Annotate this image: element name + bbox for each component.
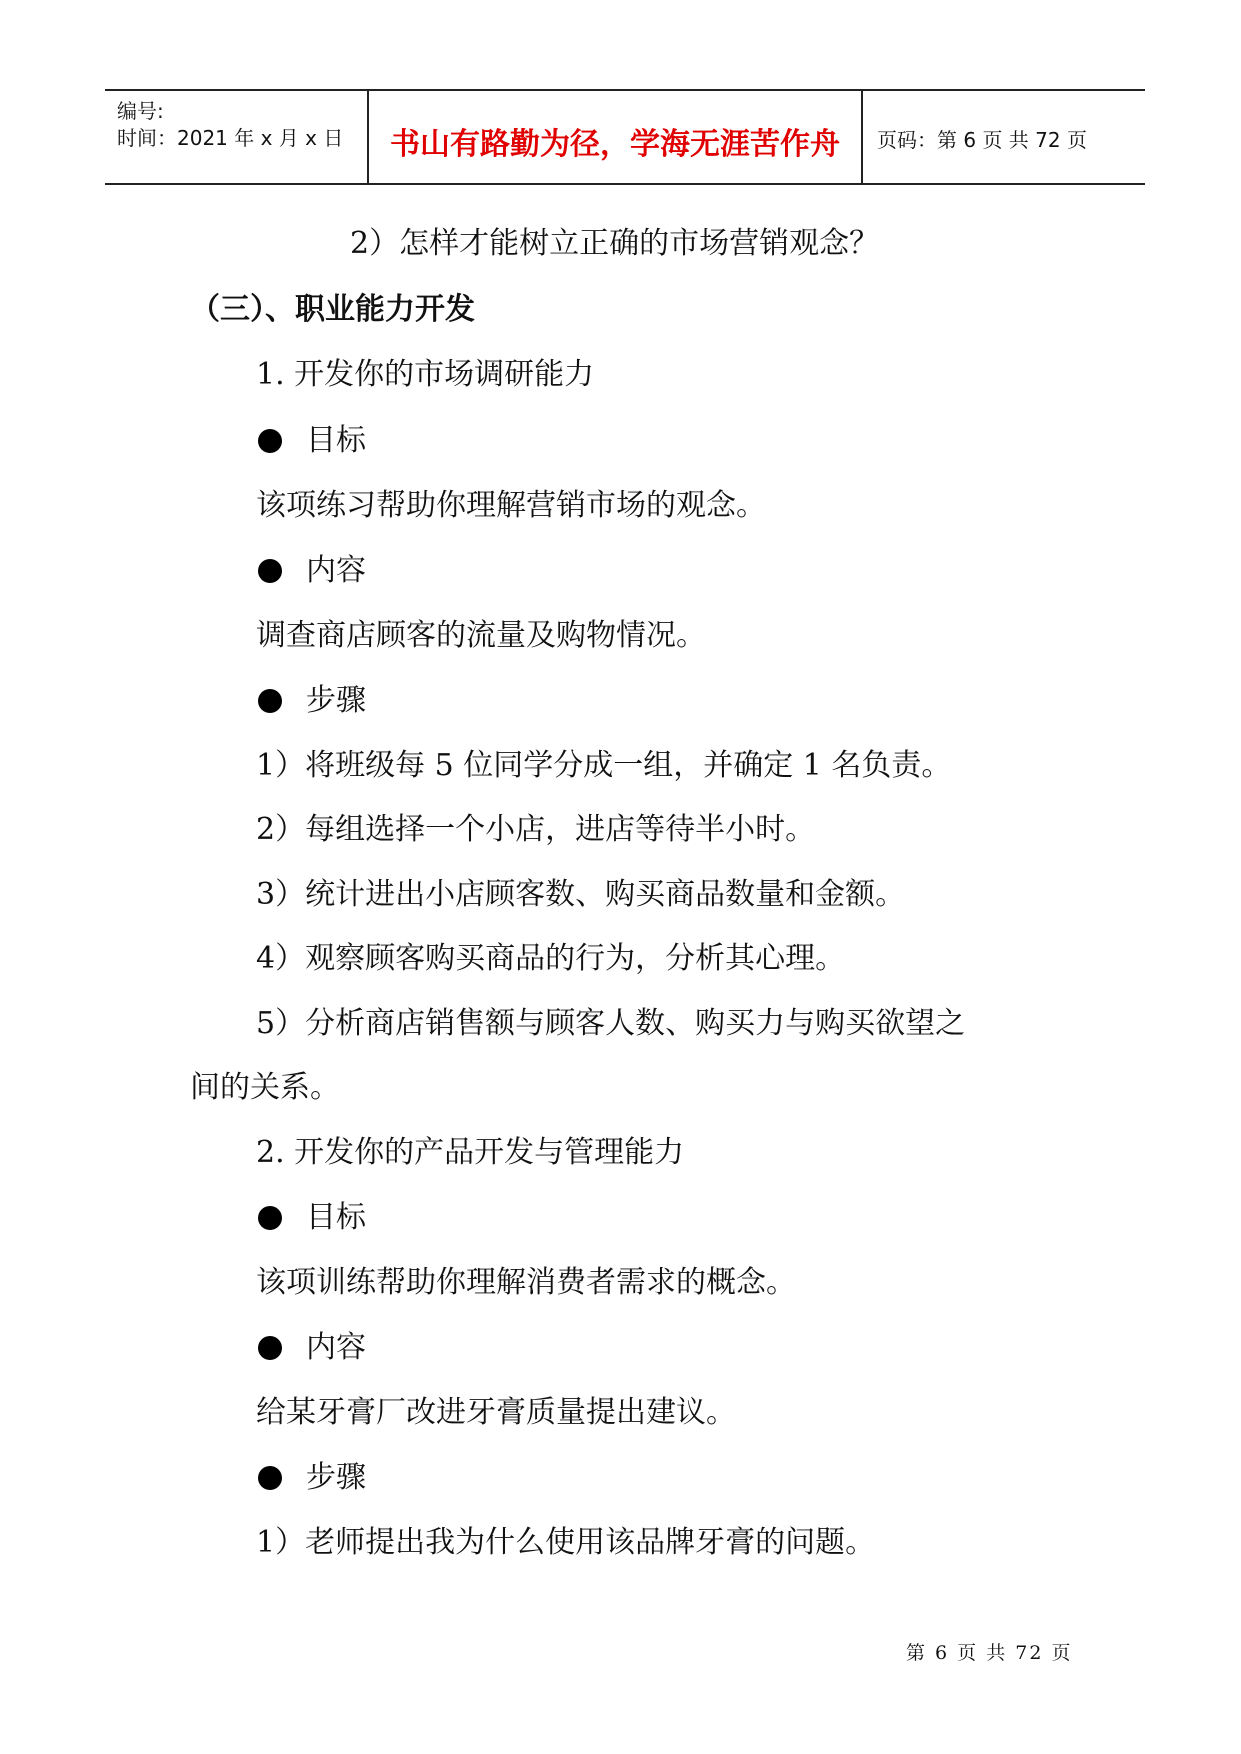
steps-label: 步骤 bbox=[306, 1460, 366, 1495]
question-2: 2）怎样才能树立正确的市场营销观念？ bbox=[350, 226, 880, 261]
goal-label: 目标 bbox=[306, 1200, 366, 1235]
document-time-label: 时间：2021 年 x 月 x 日 bbox=[117, 126, 344, 150]
step-2: 2）每组选择一个小店，进店等待半小时。 bbox=[256, 812, 816, 847]
footer-page-number: 第 6 页 共 72 页 bbox=[906, 1642, 1073, 1664]
bullet-icon bbox=[258, 429, 282, 453]
bullet-icon bbox=[258, 1206, 282, 1230]
item-2-heading: 2. 开发你的产品开发与管理能力 bbox=[256, 1135, 685, 1170]
header-motto: 书山有路勤为径，学海无涯苦作舟 bbox=[390, 127, 840, 162]
header-page-cell bbox=[863, 91, 1143, 183]
bullet-icon bbox=[258, 689, 282, 713]
bullet-icon bbox=[258, 1466, 282, 1490]
step-5-line-1: 5）分析商店销售额与顾客人数、购买力与购买欲望之 bbox=[256, 1006, 966, 1041]
item-1-heading: 1. 开发你的市场调研能力 bbox=[256, 357, 595, 392]
step-5-line-2: 间的关系。 bbox=[190, 1070, 340, 1105]
content-text: 给某牙膏厂改进牙膏质量提出建议。 bbox=[256, 1395, 736, 1430]
header-page-label: 页码：第 6 页 共 72 页 bbox=[877, 128, 1087, 152]
goal-label: 目标 bbox=[306, 423, 366, 458]
step-1: 1）将班级每 5 位同学分成一组，并确定 1 名负责。 bbox=[256, 748, 952, 783]
step-3: 3）统计进出小店顾客数、购买商品数量和金额。 bbox=[256, 877, 906, 912]
section-heading: （三）、职业能力开发 bbox=[190, 292, 475, 327]
bullet-icon bbox=[258, 559, 282, 583]
content-text: 调查商店顾客的流量及购物情况。 bbox=[256, 618, 706, 653]
header-motto-cell bbox=[369, 91, 863, 183]
step-4: 4）观察顾客购买商品的行为，分析其心理。 bbox=[256, 941, 846, 976]
bullet-icon bbox=[258, 1336, 282, 1360]
content-label: 内容 bbox=[306, 1330, 366, 1365]
header-meta bbox=[105, 91, 369, 183]
steps-label: 步骤 bbox=[306, 683, 366, 718]
document-header bbox=[105, 89, 1145, 185]
document-number-label: 编号: bbox=[117, 99, 164, 123]
goal-text: 该项训练帮助你理解消费者需求的概念。 bbox=[256, 1265, 796, 1300]
content-label: 内容 bbox=[306, 553, 366, 588]
goal-text: 该项练习帮助你理解营销市场的观念。 bbox=[256, 488, 766, 523]
step-1: 1）老师提出我为什么使用该品牌牙膏的问题。 bbox=[256, 1525, 876, 1560]
